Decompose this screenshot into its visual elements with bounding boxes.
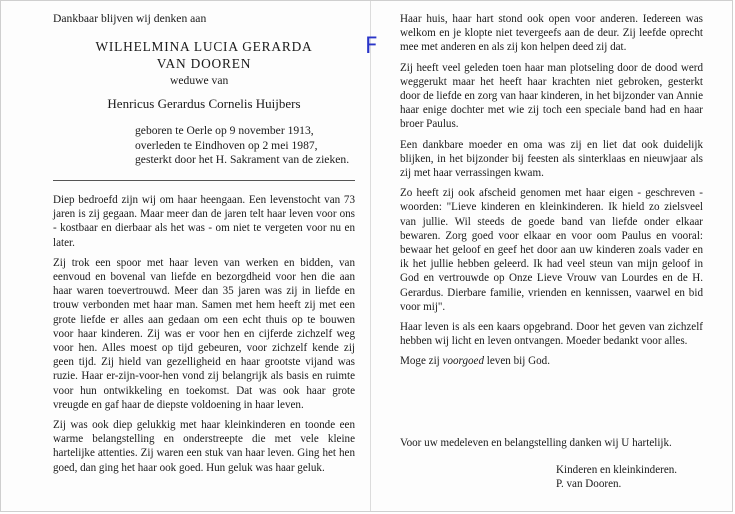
paragraph: Haar huis, haar hart stond ook open voor anderen. Iedereen was welkom en je klopte niet tevergeefs aan de deur. Zij leefde oprecht mee met anderen en als zij kon helpen deed zij dat. bbox=[400, 13, 703, 54]
paragraph: Diep bedroefd zijn wij om haar heengaan. Een levenstocht van 73 jaren is zij gegaan. Maar meer dan de jaren telt haar leven voor ons - kostbaar en dierbaar als het was - om niet te vergeten voor nu en later. bbox=[53, 194, 355, 249]
deceased-name bbox=[53, 38, 355, 72]
paragraph: Zij was ook diep gelukkig met haar kleinkinderen en toonde een warme belangstelling en onderstreepte die met vele kleine hartelijke attenties. Zij waren een stuk van haar leven. Ging het hen goed, dan ging het haar ook goed. Hun geluk was haar geluk. bbox=[53, 419, 355, 474]
signature bbox=[556, 463, 677, 491]
divider-rule bbox=[53, 180, 355, 181]
signature-line-1: Kinderen en kleinkinderen. bbox=[556, 464, 678, 476]
birth-line: geboren te Oerle op 9 november 1913, bbox=[135, 124, 314, 137]
paragraph: Haar leven is als een kaars opgebrand. Door het geven van zichzelf hebben wij licht en leven ontvangen. Moeder bedankt voor alles. bbox=[400, 321, 703, 348]
closing-suffix: leven bij God. bbox=[484, 355, 550, 368]
fold-line bbox=[370, 1, 371, 511]
death-line: overleden te Eindhoven op 2 mei 1987, bbox=[135, 138, 318, 152]
paragraph: Een dankbare moeder en oma was zij en liet dat ook duidelijk blijken, in het bijzonder bij feesten als sinterklaas en nieuwjaar als zij met haar verrassingen kwam. bbox=[400, 138, 703, 180]
closing-prefix: Moge zij bbox=[400, 355, 443, 368]
paragraph: Zij trok een spoor met haar leven van werken en bidden, van eenvoud en bovenal van liefde en bezorgdheid voor hen die aan haar waren toevertrouwd. Meer dan 35 jaren was zij in liefde en trouw verbonden met haar man. Samen met hem heeft zij met een grote liefde er alles aan gedaan om een echt thuis op te bouwen voor haar kinderen. Zij was er voor hen en cijferde zichzelf weg voor hen. Alles moest op tijd gebeuren, voor zichzelf kende zij geen tijd. Zij hield van gezelligheid en haar grootste vijand was ruzie. Haar er-zijn-voor-hen vond zij belangrijk als basis en ruimte voor hun ontwikkeling en toekomst. Dat was ook haar grote vreugde en gaf haar de diepste voldoening in haar leven. bbox=[53, 256, 355, 411]
life-dates bbox=[135, 124, 349, 168]
paragraph: Zij heeft veel geleden toen haar man plotseling door de dood werd weggerukt maar het heeft haar krachten niet gebroken, gesterkt door de liefde en zorg van haar kinderen, in het bijzonder van Annie haar enige dochter met wie zij toch een speciale band had en haar broer Paulus. bbox=[400, 61, 703, 131]
paragraph: Zo heeft zij ook afscheid genomen met haar eigen - geschreven - woorden: "Lieve kinderen en kleinkinderen. Ik hield zo zielsveel van jullie. Wil steeds de goede band van liefde onder elkaar bewaren. Zorg goed voor elkaar en voor oom Paulus en vooral: bewaar het geloof en geef het door aan uw kinderen zoals vader en ik het jullie hebben geleerd. Ik had veel steun van mijn geloof in God en vertrouwde op Onze Lieve Vrouw van Lourdes en de H. Gerardus. Dierbare familie, vrienden en kennissen, vaarwel en bid voor mij". bbox=[400, 187, 703, 313]
thanks-text: Voor uw medeleven en belangstelling danken wij U hartelijk. bbox=[400, 437, 672, 449]
right-text bbox=[400, 12, 703, 375]
closing-emphasis: voorgoed bbox=[442, 355, 485, 368]
left-text bbox=[53, 193, 355, 481]
handwritten-mark: F bbox=[365, 34, 378, 59]
name-line-2: VAN DOOREN bbox=[156, 56, 252, 71]
widow-of-text: weduwe van bbox=[170, 74, 229, 87]
sacrament-line: gesterkt door het H. Sakrament van de zieken. bbox=[135, 153, 350, 166]
husband-name: Henricus Gerardus Cornelis Huijbers bbox=[107, 96, 301, 111]
intro-text: Dankbaar blijven wij denken aan bbox=[53, 12, 207, 25]
closing-line bbox=[400, 354, 703, 368]
name-line-1: WILHELMINA LUCIA GERARDA bbox=[95, 39, 313, 54]
signature-line-2: P. van Dooren. bbox=[556, 478, 622, 491]
